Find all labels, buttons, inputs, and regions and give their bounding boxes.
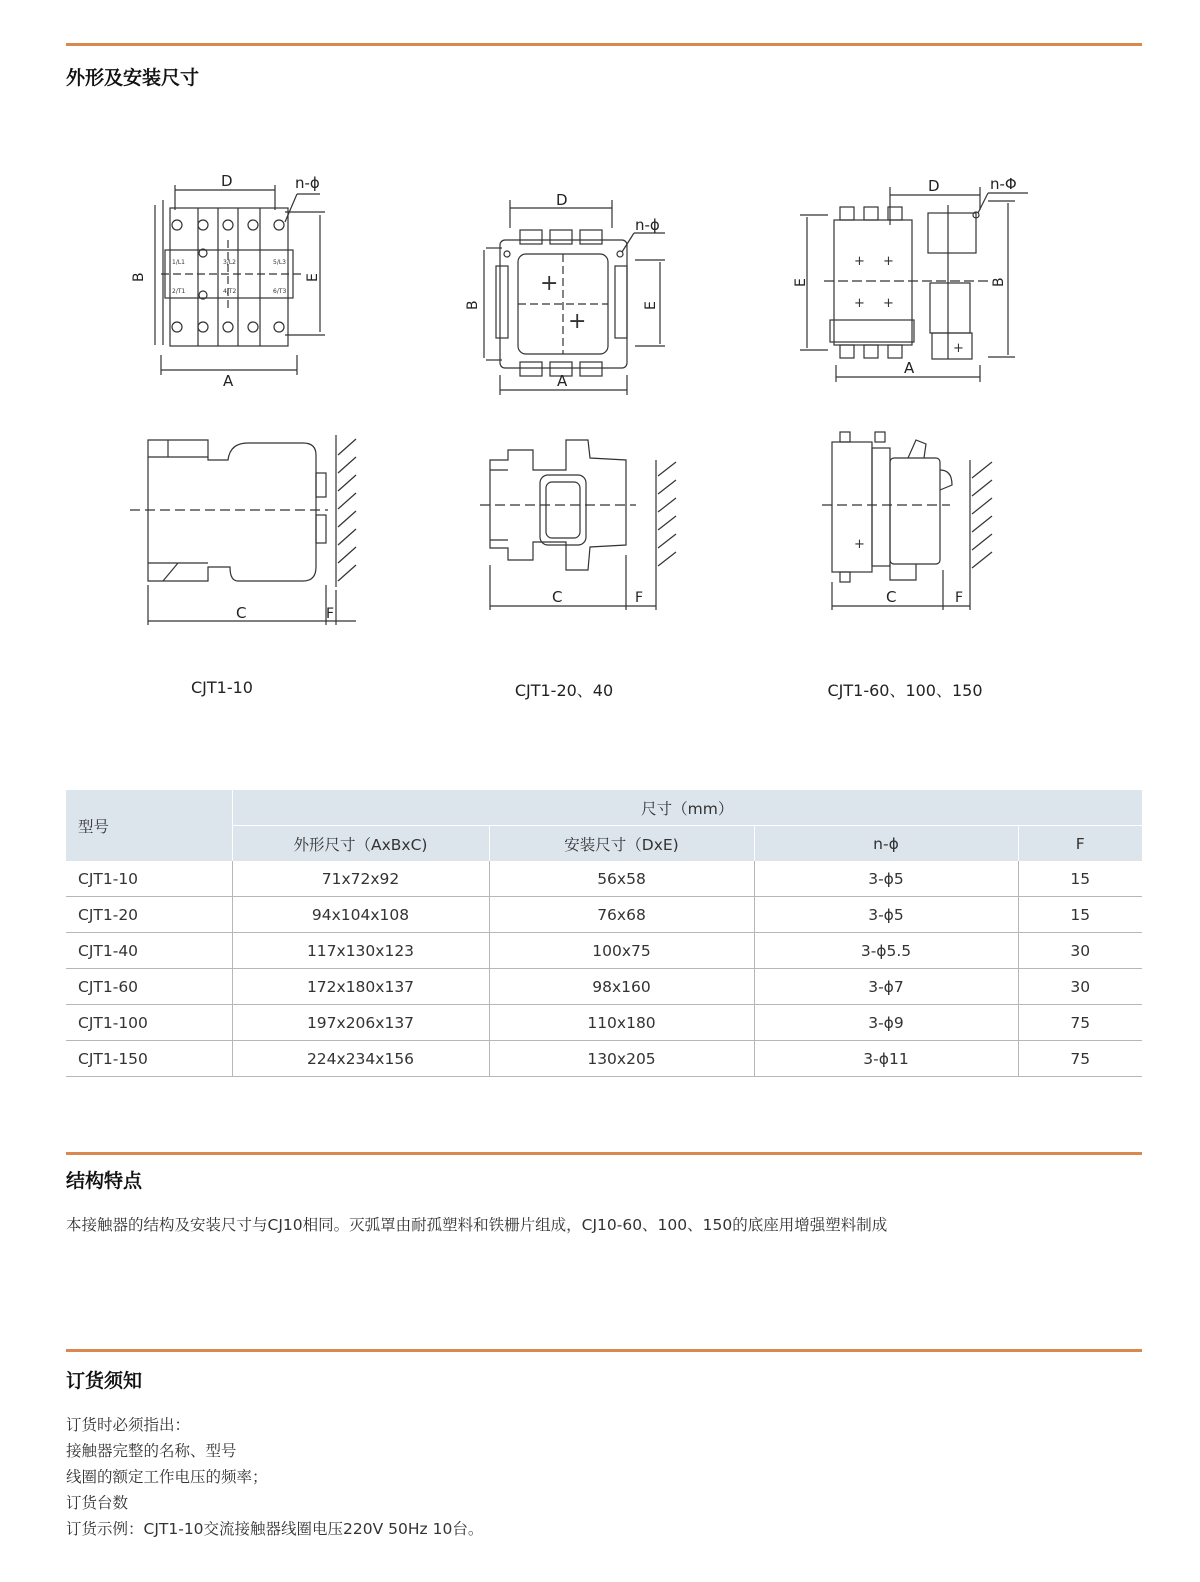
cell-outline: 224x234x156 (232, 1041, 489, 1077)
ordering-divider (66, 1349, 1142, 1352)
cjt1-10-a-label: A (223, 372, 234, 390)
section-title-structure: 结构特点 (66, 1170, 143, 1192)
cjt1-20-d-label: D (556, 191, 568, 209)
cjt1-60-e-label: E (793, 278, 809, 287)
cjt1-20-b-label: B (465, 300, 481, 310)
section-title-ordering: 订货须知 (66, 1370, 143, 1392)
cjt1-10-side-drawing (128, 435, 368, 630)
cell-f: 15 (1018, 861, 1142, 897)
cell-model: CJT1-10 (66, 861, 232, 897)
cell-outline: 71x72x92 (232, 861, 489, 897)
table-row (66, 933, 1142, 969)
cell-mounting: 130x205 (489, 1041, 754, 1077)
caption-cjt1-60-100-150: CJT1-60、100、150 (827, 681, 983, 700)
cjt1-10-b-label: B (131, 272, 147, 282)
cell-model: CJT1-40 (66, 933, 232, 969)
cjt1-10-n-phi-label: n-ϕ (295, 174, 320, 192)
cell-model: CJT1-20 (66, 897, 232, 933)
header-mounting: 安装尺寸（DxE) (489, 826, 754, 862)
table-row (66, 969, 1142, 1005)
cjt1-60-b-label: B (991, 277, 1007, 287)
cjt1-20-f-label: F (635, 590, 644, 606)
cjt1-20-plus-1: + (540, 271, 559, 296)
cjt1-20-a-label: A (557, 372, 568, 390)
cjt1-60-side-plus: + (854, 537, 865, 552)
cell-outline: 172x180x137 (232, 969, 489, 1005)
cjt1-60-n-phi-label: n-Φ (990, 175, 1017, 193)
cell-mounting: 98x160 (489, 969, 754, 1005)
cjt1-10-t-6t3: 6/T3 (273, 288, 287, 295)
cjt1-60-plus-2: + (883, 254, 894, 269)
cell-f: 75 (1018, 1041, 1142, 1077)
cjt1-10-d-label: D (221, 172, 233, 190)
caption-cjt1-20-40: CJT1-20、40 (514, 681, 614, 700)
cjt1-60-plus-5: + (953, 341, 964, 356)
cjt1-10-t-2t1: 2/T1 (172, 288, 186, 295)
cell-outline: 94x104x108 (232, 897, 489, 933)
caption-cjt1-10: CJT1-10 (191, 678, 253, 697)
cell-mounting: 56x58 (489, 861, 754, 897)
cjt1-60-plus-4: + (883, 296, 894, 311)
cjt1-10-front-drawing (125, 170, 335, 390)
table-row (66, 1005, 1142, 1041)
cell-n-phi: 3-ϕ11 (754, 1041, 1018, 1077)
cjt1-60-d-label: D (928, 177, 940, 195)
cell-mounting: 76x68 (489, 897, 754, 933)
structure-divider (66, 1152, 1142, 1155)
ordering-line: 订货示例：CJT1-10交流接触器线圈电压220V 50Hz 10台。 (66, 1520, 484, 1538)
cjt1-60-plus-3: + (854, 296, 865, 311)
structure-text: 本接触器的结构及安装尺寸与CJ10相同。灭弧罩由耐孤塑料和铁栅片组成，CJ10-60、100、150的底座用增强塑料制成 (66, 1216, 888, 1234)
cjt1-10-t-5l3: 5/L3 (273, 259, 286, 266)
cjt1-60-a-label: A (904, 359, 915, 377)
table-row (66, 897, 1142, 933)
cell-f: 75 (1018, 1005, 1142, 1041)
header-f: F (1018, 826, 1142, 862)
table-row (66, 1041, 1142, 1077)
cjt1-60-c-label: C (886, 588, 897, 606)
cell-model: CJT1-100 (66, 1005, 232, 1041)
ordering-notes (66, 1412, 483, 1542)
cjt1-60-front-drawing (790, 165, 1030, 395)
header-model: 型号 (66, 790, 232, 861)
cjt1-10-t-4t2: 4/T2 (223, 288, 237, 295)
cjt1-10-e-label: E (305, 273, 321, 282)
ordering-line: 订货时必须指出： (66, 1416, 191, 1434)
header-n-phi: n-ϕ (754, 826, 1018, 862)
cjt1-10-c-label: C (236, 604, 247, 622)
cjt1-20-c-label: C (552, 588, 563, 606)
header-outline: 外形尺寸（AxBxC) (232, 826, 489, 862)
ordering-line: 订货台数 (66, 1494, 129, 1512)
cjt1-20-plus-2: + (568, 309, 587, 334)
cjt1-20-e-label: E (643, 301, 659, 310)
cell-outline: 197x206x137 (232, 1005, 489, 1041)
cell-n-phi: 3-ϕ9 (754, 1005, 1018, 1041)
cell-mounting: 100x75 (489, 933, 754, 969)
cell-n-phi: 3-ϕ5 (754, 861, 1018, 897)
drawings-area (0, 160, 1200, 640)
section-title-dimensions: 外形及安装尺寸 (66, 67, 200, 89)
ordering-line: 线圈的额定工作电压的频率； (66, 1468, 268, 1486)
top-divider (66, 43, 1142, 46)
cell-f: 30 (1018, 969, 1142, 1005)
header-dimensions-group: 尺寸（mm） (232, 790, 1142, 826)
cjt1-20-n-phi-label: n-ϕ (635, 216, 660, 234)
cell-outline: 117x130x123 (232, 933, 489, 969)
table-row (66, 861, 1142, 897)
cjt1-60-plus-1: + (854, 254, 865, 269)
cjt1-10-f-label: F (326, 606, 335, 622)
ordering-line: 接触器完整的名称、型号 (66, 1442, 237, 1460)
cell-n-phi: 3-ϕ5.5 (754, 933, 1018, 969)
cell-n-phi: 3-ϕ5 (754, 897, 1018, 933)
cjt1-20-40-front-drawing (460, 170, 680, 395)
cjt1-20-40-side-drawing (478, 430, 688, 615)
dimension-table (66, 790, 1142, 1077)
cjt1-60-side-drawing (820, 430, 1020, 615)
cell-model: CJT1-150 (66, 1041, 232, 1077)
cell-f: 15 (1018, 897, 1142, 933)
cjt1-60-f-label: F (955, 590, 964, 606)
cell-f: 30 (1018, 933, 1142, 969)
cell-mounting: 110x180 (489, 1005, 754, 1041)
cjt1-10-t-3l2: 3/L2 (223, 259, 236, 266)
cell-n-phi: 3-ϕ7 (754, 969, 1018, 1005)
cell-model: CJT1-60 (66, 969, 232, 1005)
cjt1-10-t-1l1: 1/L1 (172, 259, 185, 266)
